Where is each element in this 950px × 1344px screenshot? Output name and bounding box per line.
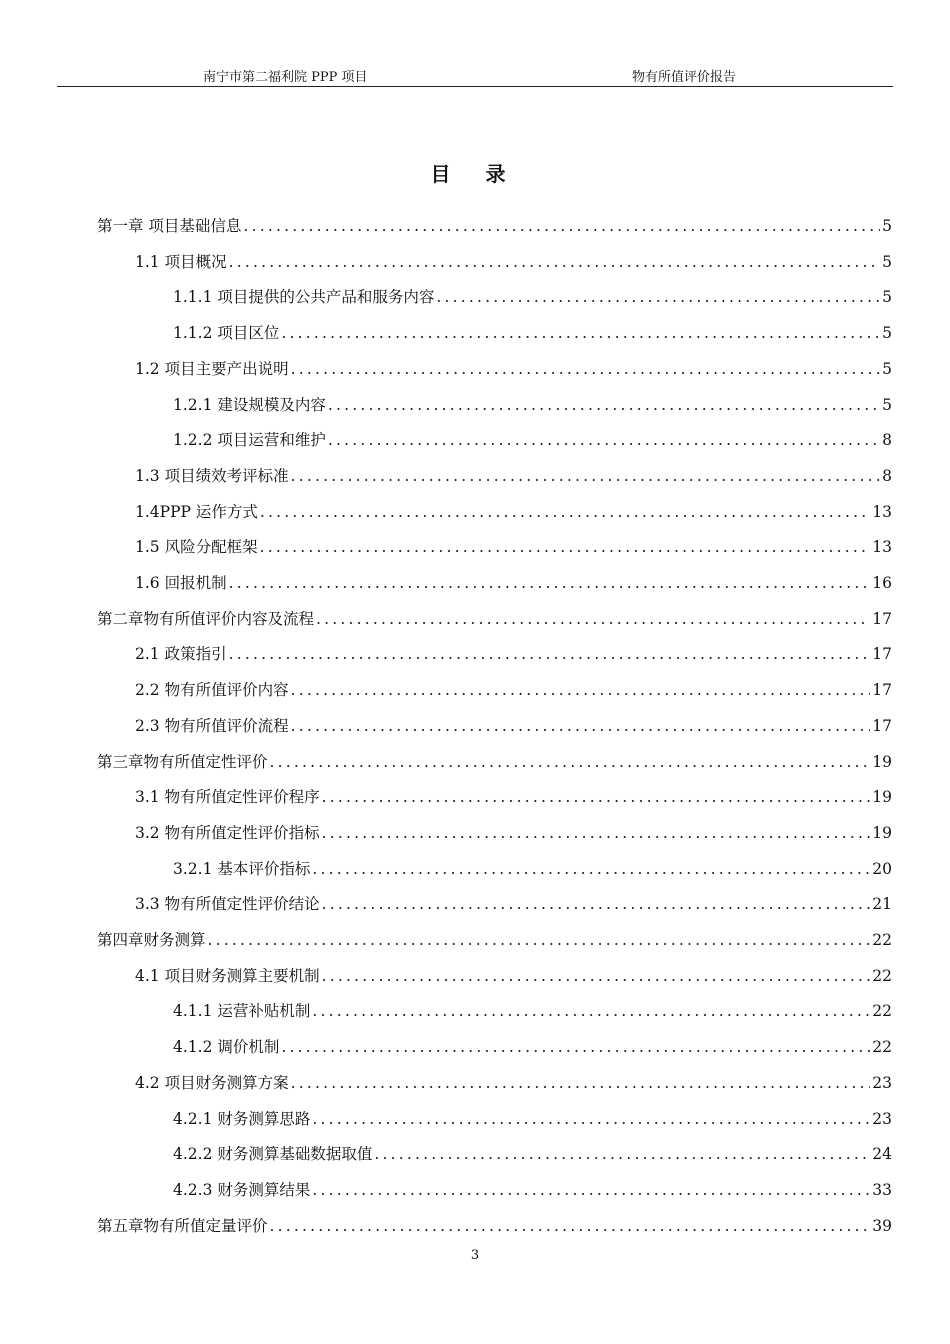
toc-entry-page: 17 [872,645,892,664]
toc-entry-label: 3.3 物有所值定性评价结论 [135,895,320,914]
toc-entry-label: 4.2.3 财务测算结果 [173,1180,311,1199]
toc-entry[interactable] [173,285,892,309]
toc-entry-page: 23 [872,1109,892,1128]
toc-entry[interactable] [135,1071,892,1095]
toc-entry-page: 17 [872,609,892,628]
toc-entry[interactable] [173,1107,892,1131]
toc-leader-dots [328,393,880,417]
toc-entry-label: 1.2.1 建设规模及内容 [173,395,326,414]
toc-entry[interactable] [135,714,892,738]
toc-entry[interactable] [173,1142,892,1166]
toc-entry-page: 20 [872,859,892,878]
toc-leader-dots [291,678,871,702]
toc-leader-dots [322,964,871,988]
toc-entry-label: 1.3 项目绩效考评标准 [135,466,289,485]
toc-leader-dots [281,321,880,345]
toc-entry-page: 21 [872,895,892,914]
toc-leader-dots [291,1071,871,1095]
toc-leader-dots [291,357,881,381]
toc-leader-dots [316,607,870,631]
toc-entry[interactable] [173,321,892,345]
toc-entry-label: 1.2 项目主要产出说明 [135,359,289,378]
toc-entry[interactable] [135,785,892,809]
toc-entry-page: 8 [882,431,892,450]
toc-entry-page: 16 [872,574,892,592]
toc-entry-page: 22 [872,1038,892,1057]
toc-entry-page: 22 [872,1002,892,1021]
toc-entry[interactable] [135,535,892,559]
toc-entry-page: 23 [872,1073,892,1092]
toc-entry-page: 5 [882,359,892,378]
toc-entry-label: 4.1 项目财务测算主要机制 [135,966,320,985]
toc-entry-label: 3.2.1 基本评价指标 [173,859,311,878]
toc-entry-label: 1.6 回报机制 [135,574,227,592]
toc-entry-label: 第二章物有所值评价内容及流程 [97,609,315,628]
toc-entry-label: 4.2.2 财务测算基础数据取值 [173,1145,373,1164]
toc-entry[interactable] [97,1214,892,1238]
toc-entry-label: 1.5 风险分配框架 [135,538,258,557]
toc-entry-page: 17 [872,716,892,735]
toc-entry-label: 3.1 物有所值定性评价程序 [135,788,320,807]
page-number: 3 [470,1248,480,1263]
toc-entry[interactable] [173,1178,892,1202]
toc-entry[interactable] [97,750,892,774]
toc-entry-label: 1.1.1 项目提供的公共产品和服务内容 [173,288,435,307]
toc-entry-page: 24 [872,1145,892,1164]
toc-leader-dots [291,464,881,488]
toc-leader-dots [243,214,880,238]
toc-leader-dots [291,714,871,738]
toc-leader-dots [208,928,871,952]
toc-entry-label: 2.1 政策指引 [135,645,227,664]
toc-leader-dots [229,642,871,666]
toc-entry-label: 4.1.2 调价机制 [173,1038,280,1057]
toc-entry-page: 22 [872,966,892,985]
toc-entry[interactable] [135,250,892,274]
toc-entry-label: 4.1.1 运营补贴机制 [173,1002,311,1021]
toc-entry-page: 39 [872,1216,892,1235]
toc-entry[interactable] [135,892,892,916]
toc-entry-page: 13 [872,502,892,521]
toc-leader-dots [322,785,871,809]
toc-entry-label: 2.2 物有所值评价内容 [135,681,289,700]
toc-entry[interactable] [135,357,892,381]
toc-entry-label: 1.2.2 项目运营和维护 [173,431,326,450]
toc-entry[interactable] [97,928,892,952]
toc-entry-label: 第四章财务测算 [97,931,206,949]
toc-entry-label: 2.3 物有所值评价流程 [135,716,289,735]
toc-entry-page: 8 [882,466,892,485]
toc-entry[interactable] [173,857,892,881]
toc-leader-dots [312,999,870,1023]
toc-entry-label: 3.2 物有所值定性评价指标 [135,823,320,842]
toc-leader-dots [436,285,880,309]
toc-entry-label: 1.1.2 项目区位 [173,324,280,343]
toc-entry[interactable] [173,999,892,1023]
header-project-name: 南宁市第二福利院 PPP 项目 [203,70,368,85]
toc-leader-dots [229,250,881,274]
toc-leader-dots [270,1214,871,1238]
toc-entry-label: 1.1 项目概况 [135,252,227,271]
toc-entry-page: 5 [882,252,892,271]
toc-entry-page: 19 [872,788,892,807]
toc-entry-label: 1.4PPP 运作方式 [135,502,258,521]
toc-leader-dots [229,571,871,595]
toc-entry[interactable] [135,464,892,488]
toc-leader-dots [328,428,880,452]
toc-entry-page: 17 [872,681,892,700]
toc-entry-page: 22 [872,931,892,949]
toc-entry-page: 33 [872,1180,892,1199]
toc-leader-dots [260,535,871,559]
toc-leader-dots [281,1035,870,1059]
toc-entry[interactable] [135,964,892,988]
toc-entry-page: 19 [872,752,892,771]
header-report-title: 物有所值评价报告 [632,70,737,85]
toc-entry-label: 第五章物有所值定量评价 [97,1216,268,1235]
toc-leader-dots [322,892,871,916]
toc-leader-dots [312,1178,870,1202]
toc-leader-dots [260,500,870,524]
toc-entry[interactable] [135,821,892,845]
toc-leader-dots [312,857,870,881]
toc-entry[interactable] [97,607,892,631]
toc-entry-page: 5 [882,395,892,414]
toc-entry[interactable] [173,1035,892,1059]
toc-entry-page: 13 [872,538,892,557]
toc-entry-label: 第一章 项目基础信息 [97,217,242,235]
page-title: 目 录 [430,162,520,186]
toc-entry[interactable] [173,393,892,417]
toc-entry[interactable] [173,428,892,452]
toc-entry-page: 5 [882,324,892,343]
toc-leader-dots [374,1142,870,1166]
toc-entry-page: 19 [872,823,892,842]
toc-entry-label: 4.2 项目财务测算方案 [135,1073,289,1092]
toc-entry-page: 5 [882,288,892,307]
toc-entry[interactable] [135,678,892,702]
toc-entry-page: 5 [882,217,892,235]
toc-entry[interactable] [135,642,892,666]
toc-entry-label: 第三章物有所值定性评价 [97,752,268,771]
toc-leader-dots [270,750,871,774]
page-header [57,64,893,87]
toc-entry-label: 4.2.1 财务测算思路 [173,1109,311,1128]
toc-entry[interactable] [135,500,892,524]
toc-leader-dots [322,821,871,845]
toc-entry[interactable] [135,571,892,595]
toc-entry[interactable] [97,214,892,238]
toc-leader-dots [312,1107,870,1131]
